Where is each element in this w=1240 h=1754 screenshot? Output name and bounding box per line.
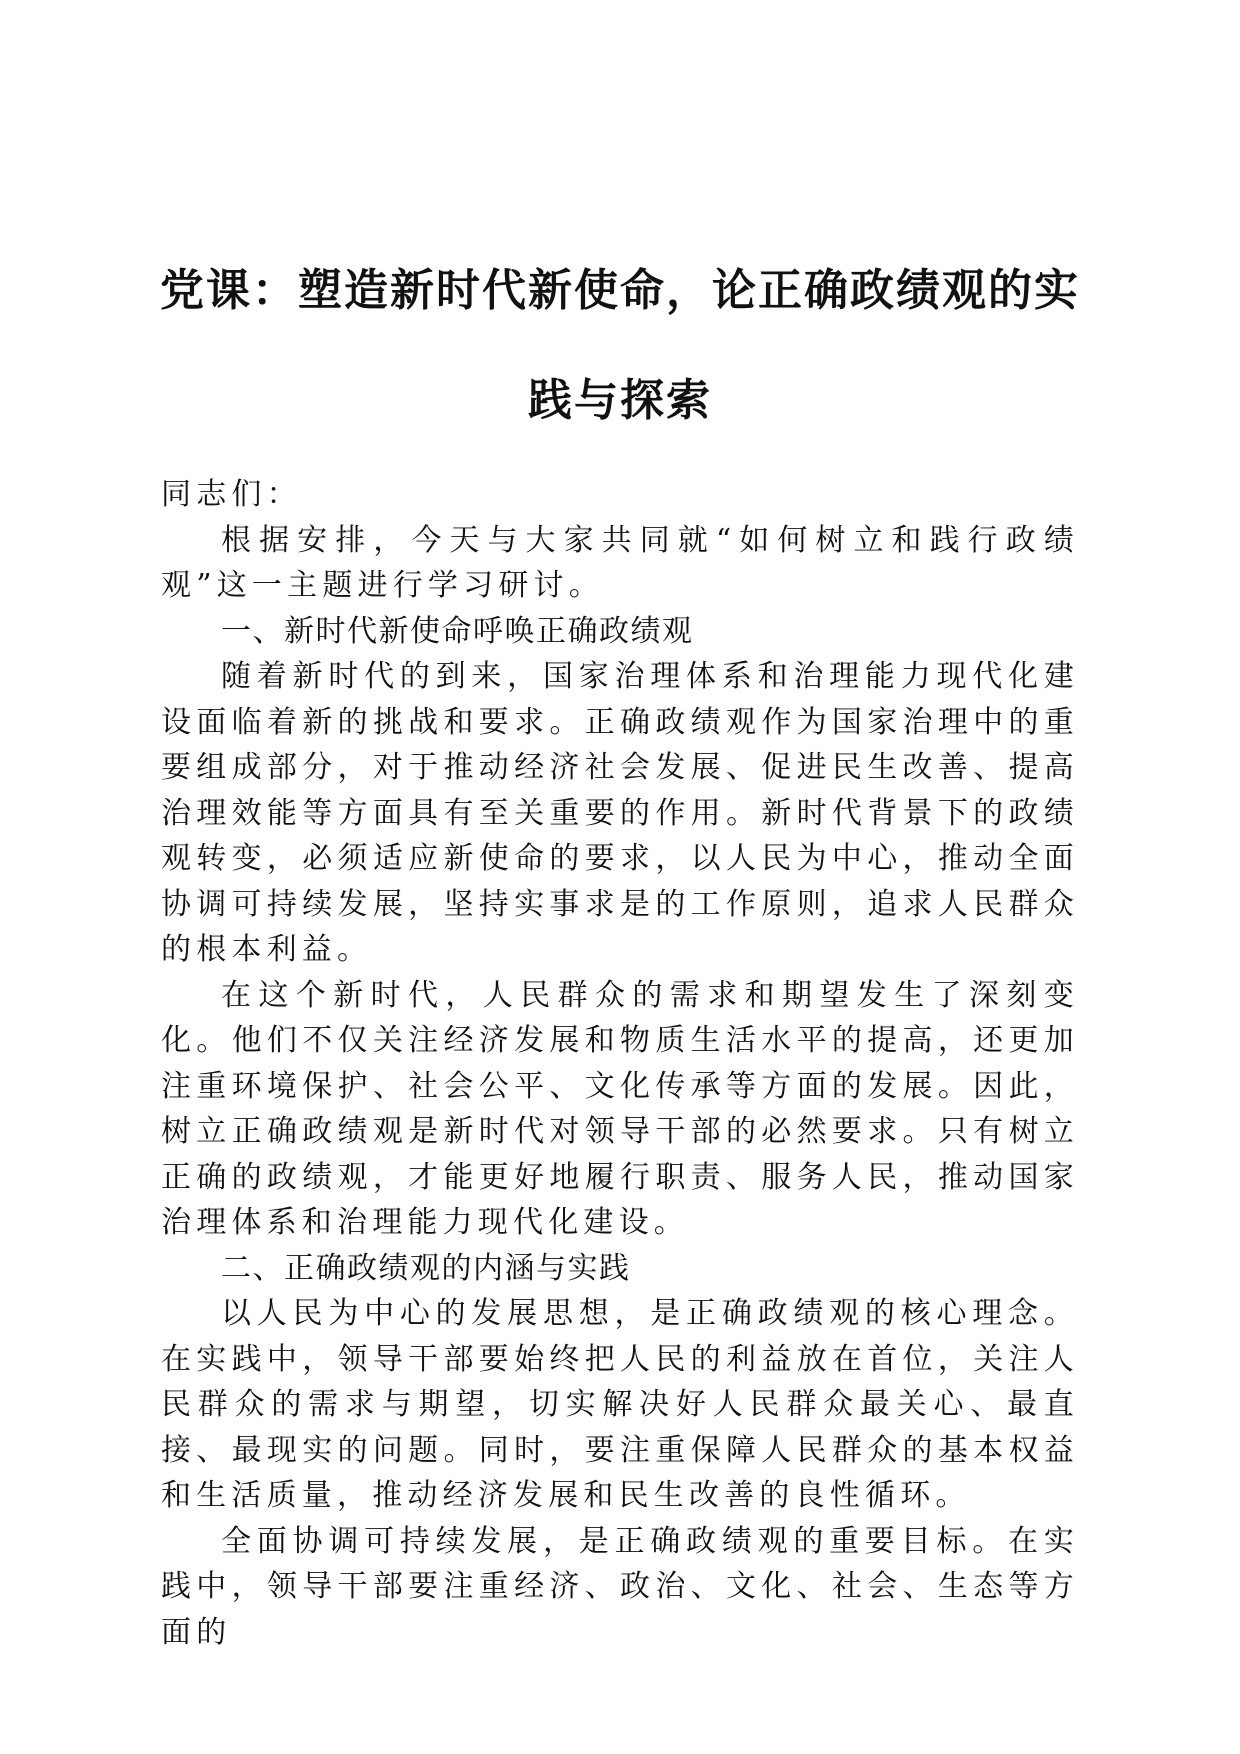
- section-2-paragraph-2: 全面协调可持续发展，是正确政绩观的重要目标。在实践中，领导干部要注重经济、政治、文化、社会、生态等方面的: [161, 1523, 1079, 1650]
- salutation: 同志们：: [161, 477, 302, 512]
- document-body: [161, 472, 1079, 1655]
- section-heading-2: 二、正确政绩观的内涵与实践: [221, 1250, 631, 1286]
- intro-paragraph: 根据安排，今天与大家共同就“如何树立和践行政绩观”这一主题进行学习研讨。: [161, 522, 1079, 603]
- section-heading-1: 一、新时代新使命呼唤正确政绩观: [221, 613, 694, 649]
- document-title: 党课：塑造新时代新使命，论正确政绩观的实践与探索: [160, 265, 1080, 426]
- section-2-paragraph-1: 以人民为中心的发展思想，是正确政绩观的核心理念。在实践中，领导干部要始终把人民的利益放在首位，关注人民群众的需求与期望，切实解决好人民群众最关心、最直接、最现实的问题。同时，要注重保障人民群众的基本权益和生活质量，推动经济发展和民生改善的良性循环。: [161, 1296, 1079, 1513]
- section-1-paragraph-1: 随着新时代的到来，国家治理体系和治理能力现代化建设面临着新的挑战和要求。正确政绩观作为国家治理中的重要组成部分，对于推动经济社会发展、促进民生改善、提高治理效能等方面具有至关重要的作用。新时代背景下的政绩观转变，必须适应新使命的要求，以人民为中心，推动全面协调可持续发展，坚持实事求是的工作原则，追求人民群众的根本利益。: [161, 659, 1079, 967]
- section-1-paragraph-2: 在这个新时代，人民群众的需求和期望发生了深刻变化。他们不仅关注经济发展和物质生活水平的提高，还更加注重环境保护、社会公平、文化传承等方面的发展。因此，树立正确政绩观是新时代对领导干部的必然要求。只有树立正确的政绩观，才能更好地履行职责、服务人民，推动国家治理体系和治理能力现代化建设。: [161, 977, 1079, 1240]
